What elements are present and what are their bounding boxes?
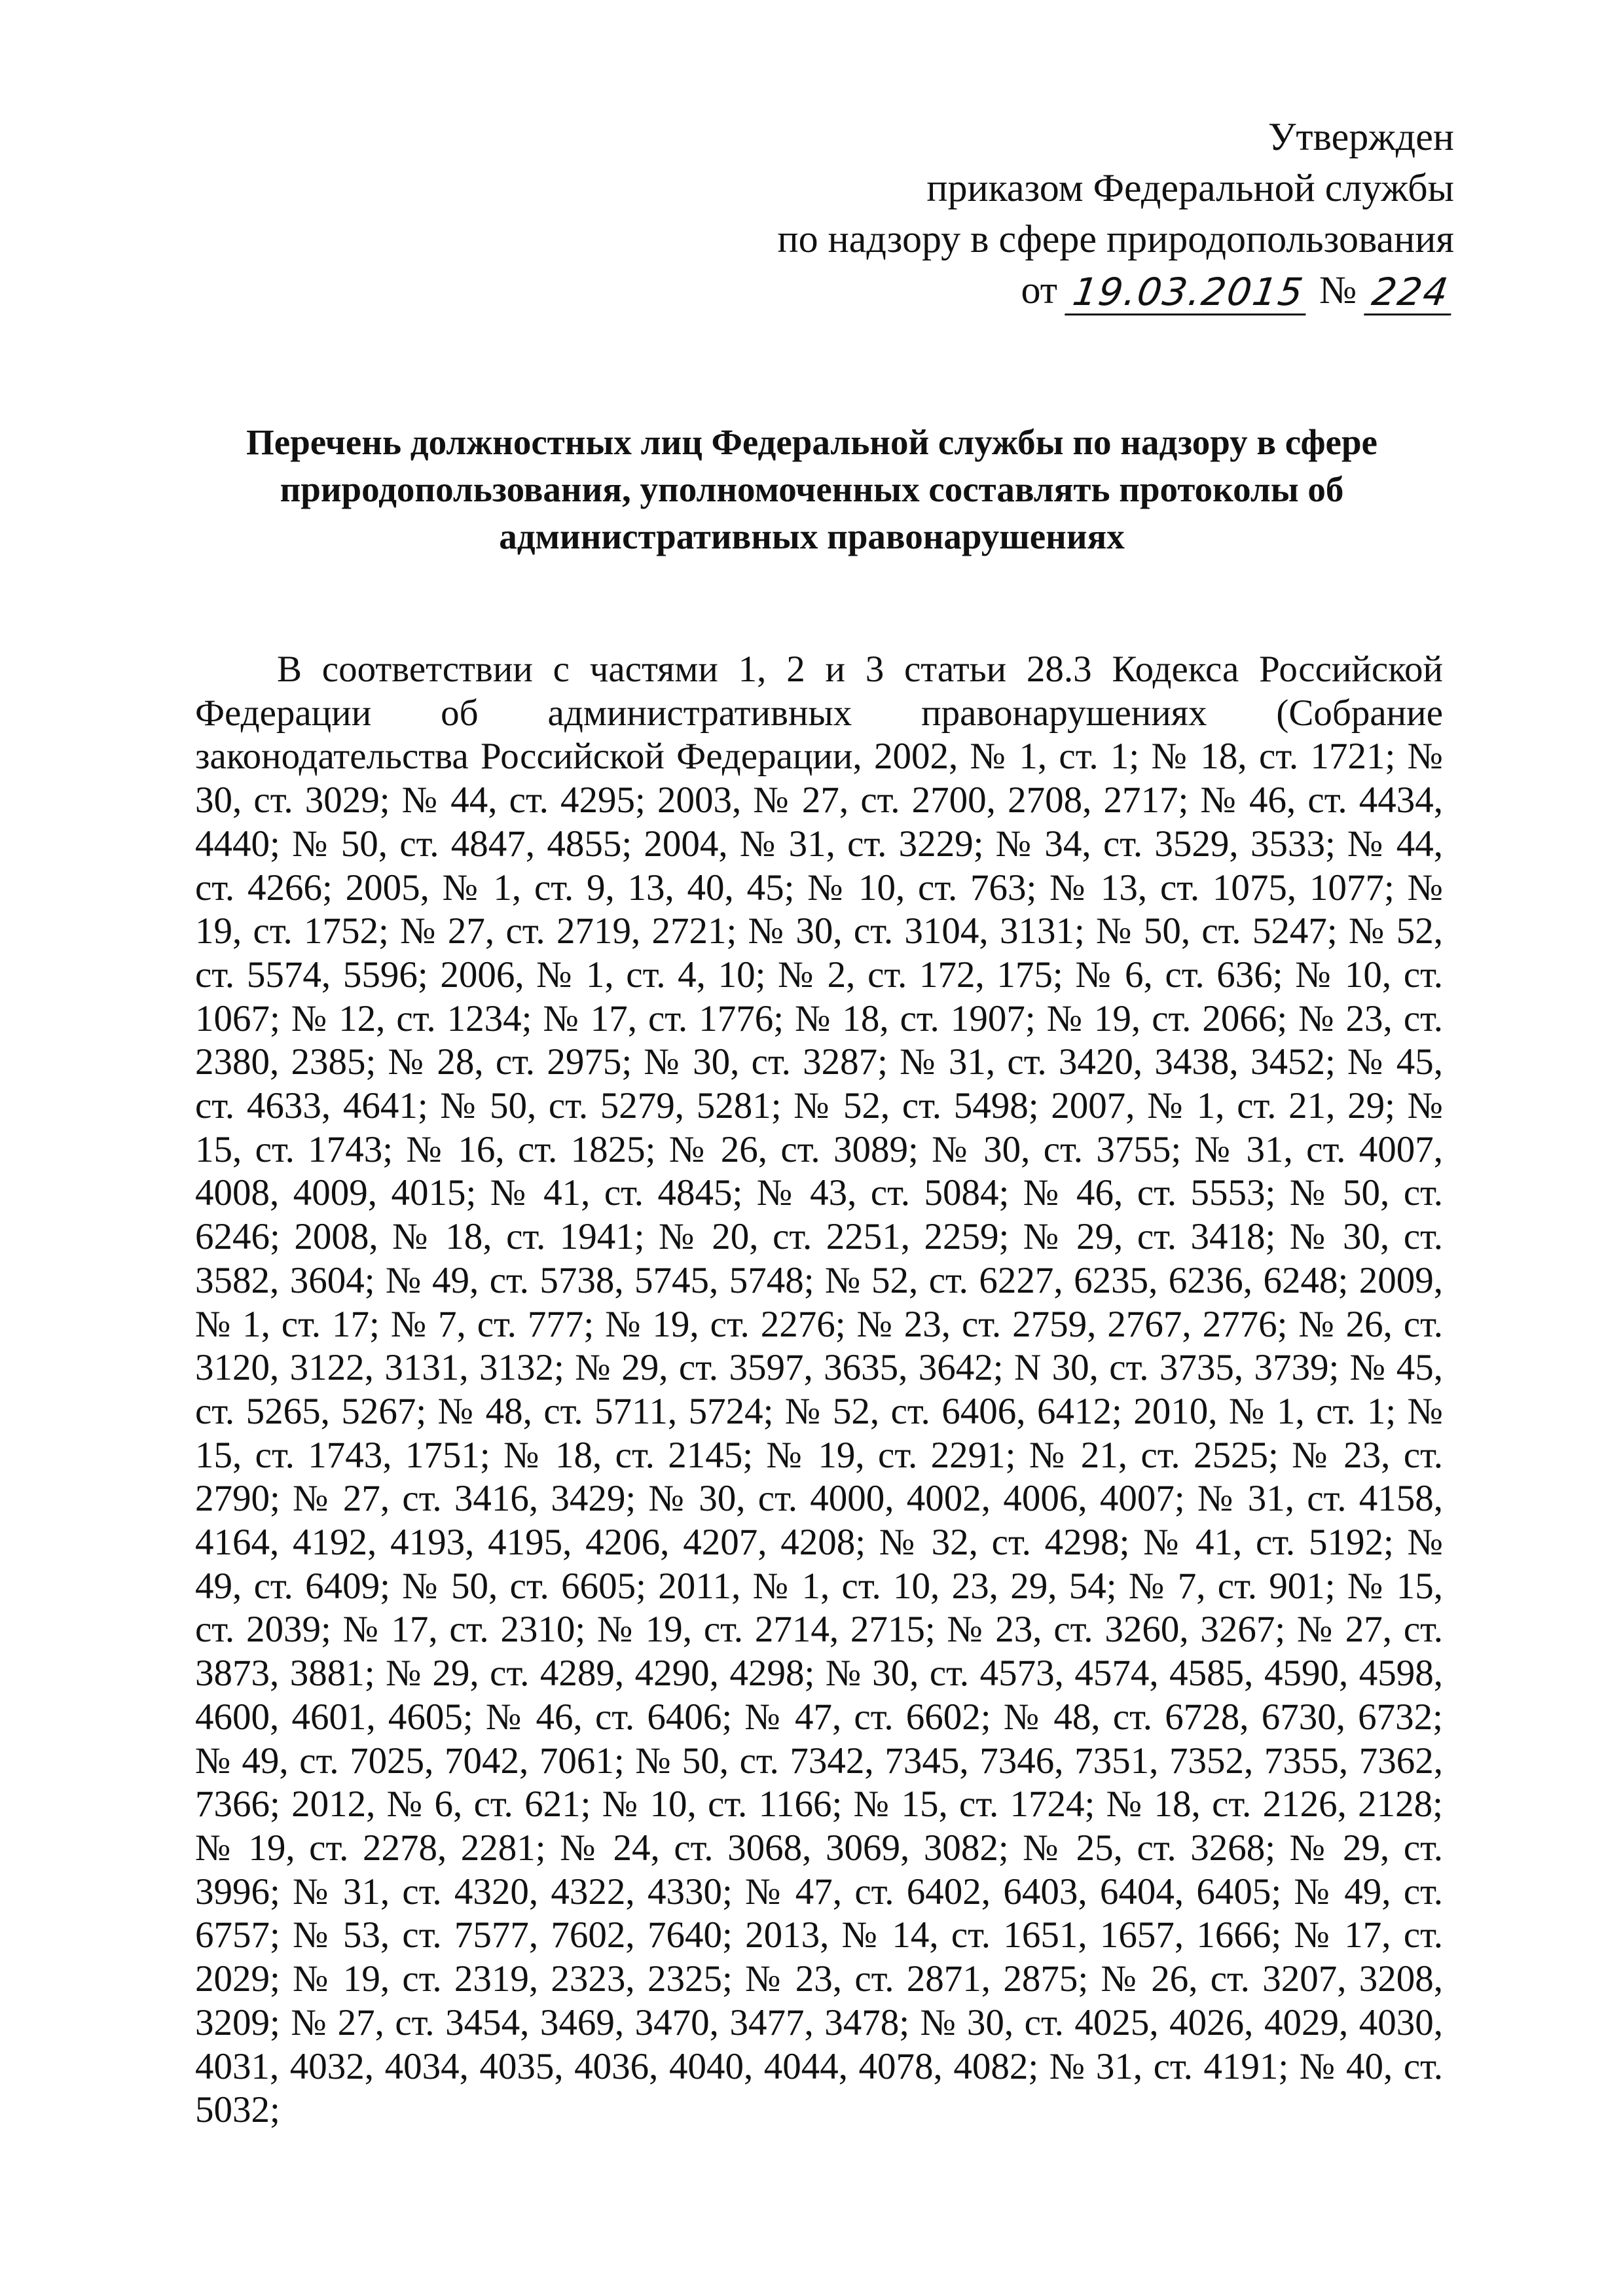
title-line-2: природопользования, уполномоченных составлять протоколы об	[280, 469, 1344, 509]
handwritten-date: 19.03.2015	[1065, 270, 1312, 315]
approval-stamp	[603, 111, 1454, 315]
title-line-3: административных правонарушениях	[499, 516, 1125, 556]
number-label: №	[1319, 268, 1357, 312]
approval-line-approved: Утвержден	[1267, 115, 1454, 158]
from-label: от	[1021, 268, 1057, 312]
document-title	[196, 419, 1427, 560]
title-line-1: Перечень должностных лиц Федеральной службы по надзору в сфере	[246, 422, 1377, 462]
approval-line-service: по надзору в сфере природопользования	[777, 217, 1454, 260]
approval-line-date-number	[603, 264, 1454, 315]
handwritten-number: 224	[1364, 270, 1457, 315]
approval-line-order: приказом Федеральной службы	[926, 166, 1454, 209]
body-paragraph: В соответствии с частями 1, 2 и 3 статьи 28.3 Кодекса Российской Федерации об административных правонарушениях (Собрание законодательства Российской Федерации, 2002, № 1, ст. 1; № 18, ст. 1721; № 30, ст. 3029; № 44, ст. 4295; 2003, № 27, ст. 2700, 2708, 2717; № 46, ст. 4434, 4440; № 50, ст. 4847, 4855; 2004, № 31, ст. 3229; № 34, ст. 3529, 3533; № 44, ст. 4266; 2005, № 1, ст. 9, 13, 40, 45; № 10, ст. 763; № 13, ст. 1075, 1077; № 19, ст. 1752; № 27, ст. 2719, 2721; № 30, ст. 3104, 3131; № 50, ст. 5247; № 52, ст. 5574, 5596; 2006, № 1, ст. 4, 10; № 2, ст. 172, 175; № 6, ст. 636; № 10, ст. 1067; № 12, ст. 1234; № 17, ст. 1776; № 18, ст. 1907; № 19, ст. 2066; № 23, ст. 2380, 2385; № 28, ст. 2975; № 30, ст. 3287; № 31, ст. 3420, 3438, 3452; № 45, ст. 4633, 4641; № 50, ст. 5279, 5281; № 52, ст. 5498; 2007, № 1, ст. 21, 29; № 15, ст. 1743; № 16, ст. 1825; № 26, ст. 3089; № 30, ст. 3755; № 31, ст. 4007, 4008, 4009, 4015; № 41, ст. 4845; № 43, ст. 5084; № 46, ст. 5553; № 50, ст. 6246; 2008, № 18, ст. 1941; № 20, ст. 2251, 2259; № 29, ст. 3418; № 30, ст. 3582, 3604; № 49, ст. 5738, 5745, 5748; № 52, ст. 6227, 6235, 6236, 6248; 2009, № 1, ст. 17; № 7, ст. 777; № 19, ст. 2276; № 23, ст. 2759, 2767, 2776; № 26, ст. 3120, 3122, 3131, 3132; № 29, ст. 3597, 3635, 3642; N 30, ст. 3735, 3739; № 45, ст. 5265, 5267; № 48, ст. 5711, 5724; № 52, ст. 6406, 6412; 2010, № 1, ст. 1; № 15, ст. 1743, 1751; № 18, ст. 2145; № 19, ст. 2291; № 21, ст. 2525; № 23, ст. 2790; № 27, ст. 3416, 3429; № 30, ст. 4000, 4002, 4006, 4007; № 31, ст. 4158, 4164, 4192, 4193, 4195, 4206, 4207, 4208; № 32, ст. 4298; № 41, ст. 5192; № 49, ст. 6409; № 50, ст. 6605; 2011, № 1, ст. 10, 23, 29, 54; № 7, ст. 901; № 15, ст. 2039; № 17, ст. 2310; № 19, ст. 2714, 2715; № 23, ст. 3260, 3267; № 27, ст. 3873, 3881; № 29, ст. 4289, 4290, 4298; № 30, ст. 4573, 4574, 4585, 4590, 4598, 4600, 4601, 4605; № 46, ст. 6406; № 47, ст. 6602; № 48, ст. 6728, 6730, 6732; № 49, ст. 7025, 7042, 7061; № 50, ст. 7342, 7345, 7346, 7351, 7352, 7355, 7362, 7366; 2012, № 6, ст. 621; № 10, ст. 1166; № 15, ст. 1724; № 18, ст. 2126, 2128; № 19, ст. 2278, 2281; № 24, ст. 3068, 3069, 3082; № 25, ст. 3268; № 29, ст. 3996; № 31, ст. 4320, 4322, 4330; № 47, ст. 6402, 6403, 6404, 6405; № 49, ст. 6757; № 53, ст. 7577, 7602, 7640; 2013, № 14, ст. 1651, 1657, 1666; № 17, ст. 2029; № 19, ст. 2319, 2323, 2325; № 23, ст. 2871, 2875; № 26, ст. 3207, 3208, 3209; № 27, ст. 3454, 3469, 3470, 3477, 3478; № 30, ст. 4025, 4026, 4029, 4030, 4031, 4032, 4034, 4035, 4036, 4040, 4044, 4078, 4082; № 31, ст. 4191; № 40, ст. 5032;	[195, 649, 1443, 2131]
